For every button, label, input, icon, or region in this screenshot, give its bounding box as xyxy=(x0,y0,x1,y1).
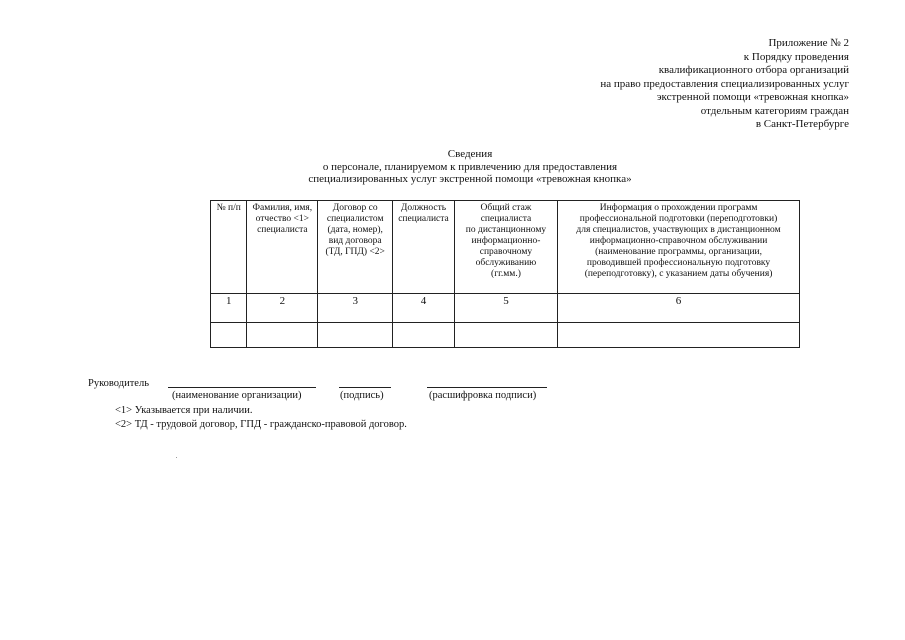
header-text: Информация о прохождении программ xyxy=(599,203,758,213)
column-number-cell: 6 xyxy=(558,294,800,323)
header-cell-contract xyxy=(318,201,393,294)
column-number-cell: 4 xyxy=(393,294,455,323)
empty-cell xyxy=(558,323,800,348)
header-text: проводившей профессиональную подготовку xyxy=(586,258,771,268)
document-title xyxy=(235,148,705,186)
column-number-cell: 1 xyxy=(211,294,247,323)
header-cell-position xyxy=(393,201,455,294)
signature-label: Руководитель xyxy=(88,378,149,389)
empty-cell xyxy=(247,323,318,348)
header-text: информационно- xyxy=(471,236,541,246)
header-text: для специалистов, участвующих в дистанционном xyxy=(576,225,781,235)
signature-line xyxy=(339,387,391,388)
header-text: (дата, номер), xyxy=(327,225,383,235)
column-number-row xyxy=(211,294,800,323)
header-text: (гг.мм.) xyxy=(491,269,521,279)
signature-decoding-line xyxy=(427,387,547,388)
header-text: вид договора xyxy=(328,236,382,246)
header-line: отдельным категориям граждан xyxy=(700,104,849,117)
empty-cell xyxy=(393,323,455,348)
header-text: отчество <1> xyxy=(255,214,310,224)
header-line: к Порядку проведения xyxy=(743,50,849,63)
header-text: по дистанционному xyxy=(465,225,547,235)
header-line: на право предоставления специализированных услуг xyxy=(600,77,849,90)
personnel-table xyxy=(210,200,800,348)
table-header-row xyxy=(211,201,800,294)
column-number-cell: 3 xyxy=(318,294,393,323)
column-number-cell: 2 xyxy=(247,294,318,323)
header-text: специалистом xyxy=(326,214,384,224)
header-text: (переподготовку), с указанием даты обучения) xyxy=(584,269,773,279)
header-text: специалиста xyxy=(257,225,308,235)
organization-name-caption: (наименование организации) xyxy=(172,390,302,401)
title-line: специализированных услуг экстренной помощи «тревожная кнопка» xyxy=(308,173,632,185)
header-text: Договор со xyxy=(332,203,378,213)
footnote: <1> Указывается при наличии. xyxy=(115,405,253,416)
organization-name-line xyxy=(168,387,316,388)
header-text: специалиста xyxy=(398,214,449,224)
title-line: о персонале, планируемом к привлечению для предоставления xyxy=(322,160,618,173)
column-number-cell: 5 xyxy=(454,294,557,323)
header-cell-name xyxy=(247,201,318,294)
header-text: Должность xyxy=(400,203,447,213)
empty-cell xyxy=(318,323,393,348)
header-text: обслуживанию xyxy=(475,258,537,268)
header-text: специалиста xyxy=(480,214,532,224)
header-line: в Санкт-Петербурге xyxy=(755,118,849,130)
appendix-header xyxy=(469,37,849,132)
header-text: профессиональной подготовки (переподготовки) xyxy=(579,214,778,224)
footnote: <2> ТД - трудовой договор, ГПД - гражданско-правовой договор. xyxy=(115,419,407,430)
header-line: квалификационного отбора организаций xyxy=(658,64,849,76)
scan-speck xyxy=(176,457,177,458)
empty-data-row xyxy=(211,323,800,348)
header-text: (ТД, ГПД) <2> xyxy=(325,247,385,257)
footnotes xyxy=(115,404,407,432)
title-line: Сведения xyxy=(447,148,493,160)
header-cell-number xyxy=(211,201,247,294)
header-cell-training xyxy=(558,201,800,294)
header-text: (наименование программы, организации, xyxy=(595,247,762,257)
header-text: № п/п xyxy=(216,203,241,213)
signature-decoding-caption: (расшифровка подписи) xyxy=(429,390,537,401)
header-text: Фамилия, имя, xyxy=(252,203,313,213)
empty-cell xyxy=(454,323,557,348)
header-line: Приложение № 2 xyxy=(768,37,849,49)
header-text: справочному xyxy=(479,247,533,257)
header-cell-experience xyxy=(454,201,557,294)
header-line: экстренной помощи «тревожная кнопка» xyxy=(656,91,849,103)
empty-cell xyxy=(211,323,247,348)
header-text: информационно-справочном обслуживании xyxy=(589,236,768,246)
header-text: Общий стаж xyxy=(480,203,532,213)
signature-caption: (подпись) xyxy=(340,390,384,401)
